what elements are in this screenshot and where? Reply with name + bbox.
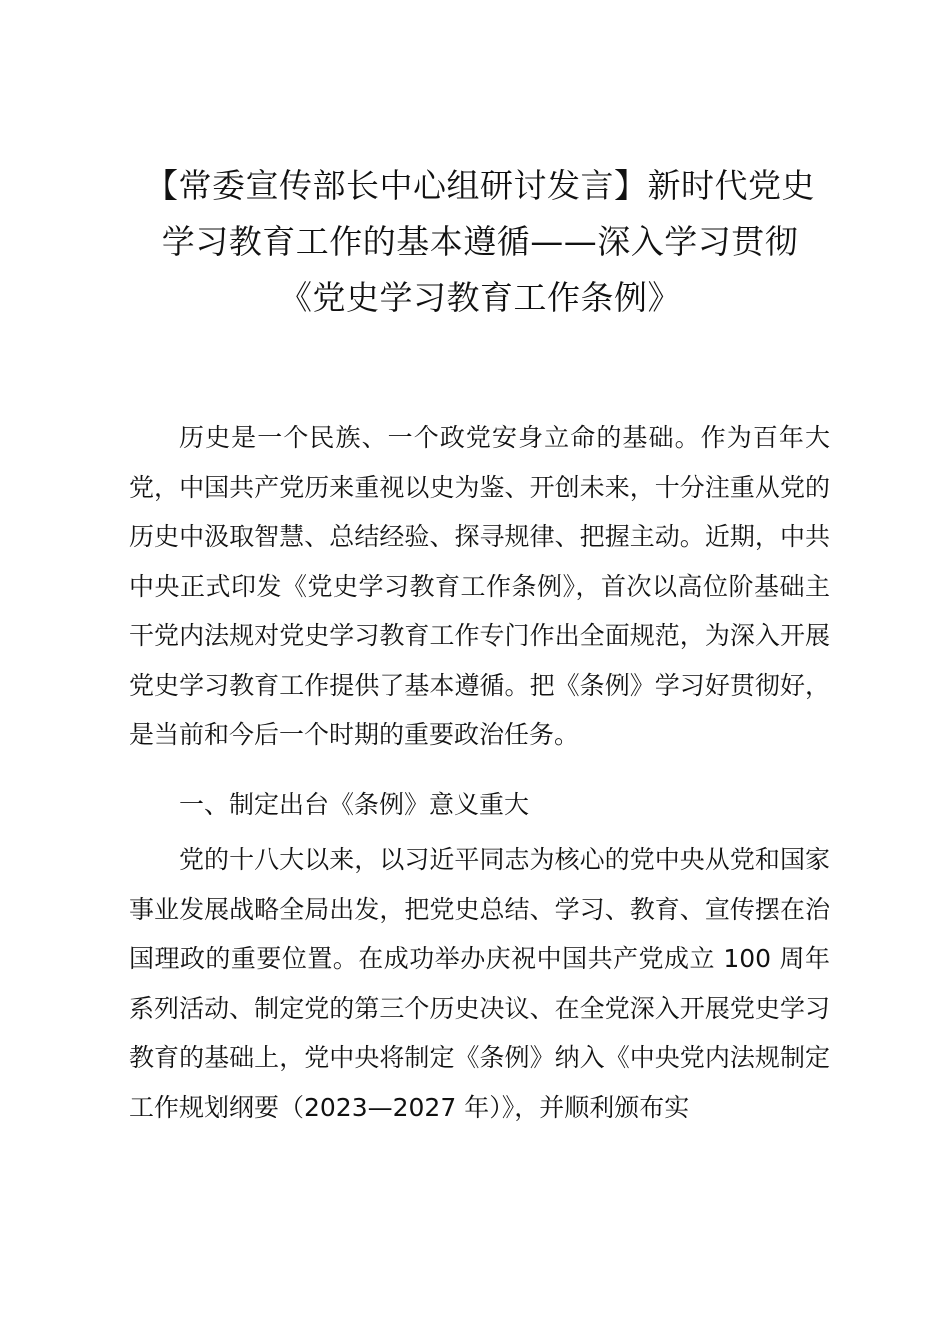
section-heading-1: 一、制定出台《条例》意义重大 (179, 790, 530, 819)
section1-paragraph (129, 835, 830, 1132)
intro-paragraph (129, 413, 830, 760)
document-title (130, 158, 830, 326)
title-line-2: 学习教育工作的基本遵循——深入学习贯彻 (161, 222, 799, 261)
title-line-3: 《党史学习教育工作条例》 (279, 278, 681, 317)
title-line-1: 【常委宣传部长中心组研讨发言】新时代党史 (145, 166, 815, 205)
section1-paragraph-text: 党的十八大以来，以习近平同志为核心的党中央从党和国家事业发展战略全局出发，把党史总结、学习、教育、宣传摆在治国理政的重要位置。在成功举办庆祝中国共产党成立 100 周年系列活动、制定党的第三个历史决议、在全党深入开展党史学习教育的基础上，党中央将制定《条例》纳入《中央党内法规制定工作规划纲要（2023—2027 年）》，并顺利颁布实 (129, 845, 830, 1122)
intro-paragraph-text: 历史是一个民族、一个政党安身立命的基础。作为百年大党，中国共产党历来重视以史为鉴、开创未来，十分注重从党的历史中汲取智慧、总结经验、探寻规律、把握主动。近期，中共中央正式印发《党史学习教育工作条例》，首次以高位阶基础主干党内法规对党史学习教育工作专门作出全面规范，为深入开展党史学习教育工作提供了基本遵循。把《条例》学习好贯彻好，是当前和今后一个时期的重要政治任务。 (129, 423, 830, 749)
